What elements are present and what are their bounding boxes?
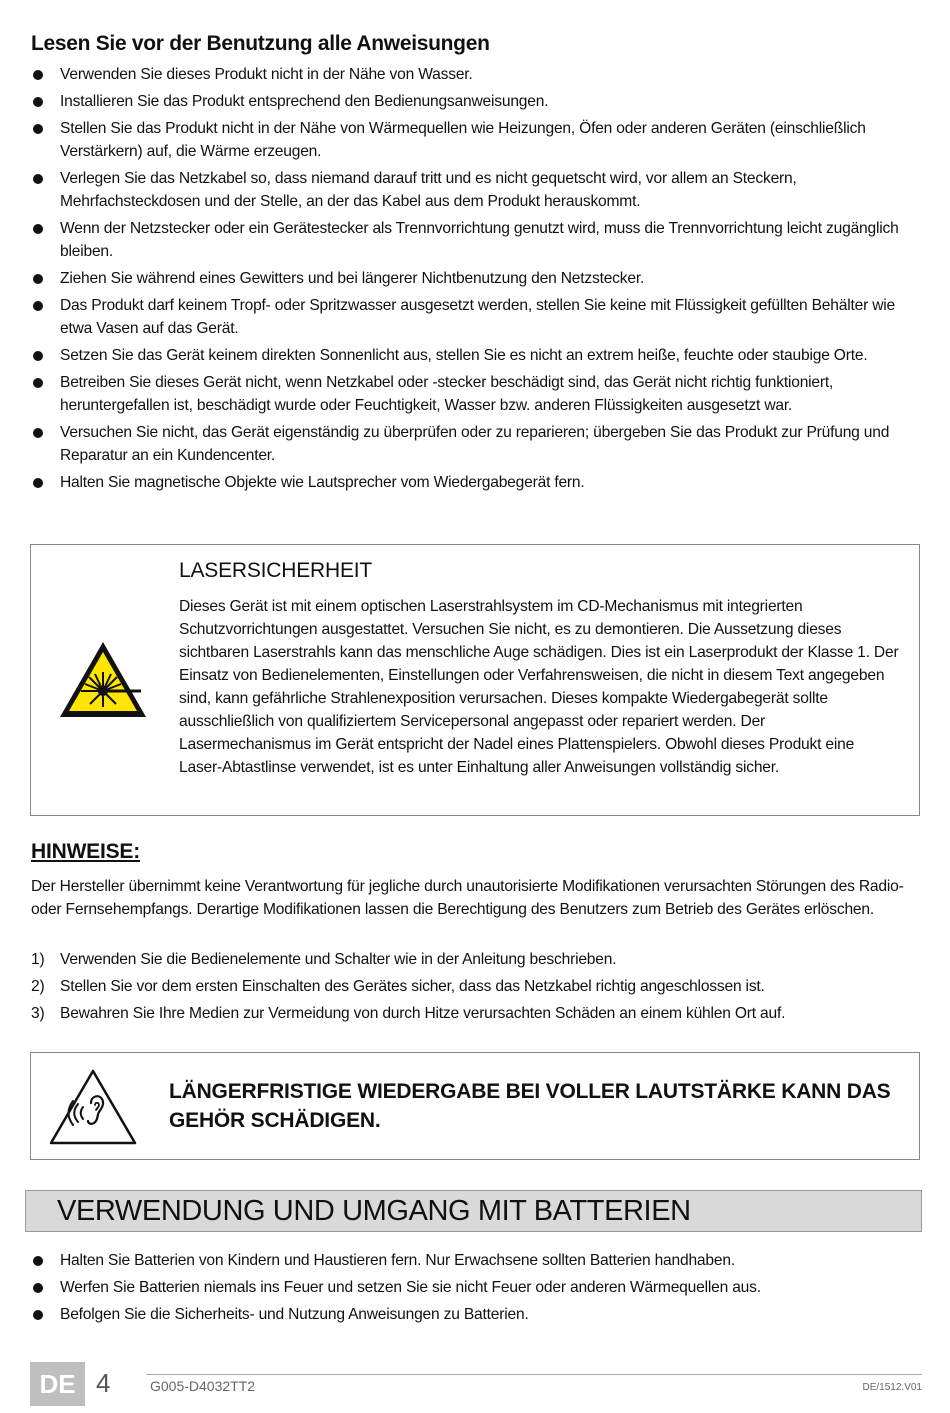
list-item: Halten Sie Batterien von Kindern und Haustieren fern. Nur Erwachsene sollten Batterien handhaben. [31, 1249, 911, 1272]
list-item [31, 1002, 911, 1025]
list-item-number: 2) [31, 978, 45, 995]
hearing-warning-icon [47, 1067, 139, 1152]
list-item [31, 975, 911, 998]
notes-list [31, 948, 911, 1029]
list-item: Werfen Sie Batterien niemals ins Feuer und setzen Sie sie nicht Feuer oder anderen Wärmequellen aus. [31, 1276, 911, 1299]
list-item-number: 1) [31, 951, 45, 968]
footer-divider [146, 1374, 922, 1375]
list-item: Das Produkt darf keinem Tropf- oder Spritzwasser ausgesetzt werden, stellen Sie keine mit Flüssigkeit gefüllten Behälter wie etwa Vasen auf das Gerät. [31, 294, 911, 340]
page-number: 4 [96, 1368, 111, 1398]
batteries-section-banner [25, 1190, 922, 1232]
laser-safety-text: Dieses Gerät ist mit einem optischen Laserstrahlsystem im CD-Mechanismus mit integrierten Schutzvorrichtungen ausgestattet. Versuchen Sie nicht, es zu demontieren. Die Aussetzung dieses sichtbaren Laserstrahls kann das menschliche Auge schädigen. Dies ist ein Laserprodukt der Klasse 1. Der Einsatz von Bedienelementen, Einstellungen oder Verfahrensweisen, die nicht in diesem Text angegeben sind, kann gefährliche Strahlenexposition verursachen. Dieses kompakte Wiedergabegerät sollte ausschließlich von qualifiziertem Servicepersonal angepasst oder repariert werden. Der Lasermechanismus im Gerät entspricht der Nadel eines Plattenspielers. Obwohl dieses Produkt eine Laser-Abtastlinse verwendet, ist es unter Einhaltung aller Anweisungen vollständig sicher. [179, 598, 899, 776]
list-item-text: Stellen Sie vor dem ersten Einschalten des Gerätes sicher, dass das Netzkabel richtig angeschlossen ist. [60, 978, 765, 995]
list-item: Ziehen Sie während eines Gewitters und bei längerer Nichtbenutzung den Netzstecker. [31, 267, 911, 290]
laser-warning-icon [57, 639, 149, 726]
page-footer [30, 1362, 922, 1406]
list-item: Verlegen Sie das Netzkabel so, dass niemand darauf tritt und es nicht gequetscht wird, vor allem an Steckern, Mehrfachsteckdosen und der Stelle, an der das Kabel aus dem Produkt herauskommt. [31, 167, 911, 213]
list-item-text: Verwenden Sie die Bedienelemente und Schalter wie in der Anleitung beschrieben. [60, 951, 617, 968]
list-item-number: 3) [31, 1005, 45, 1022]
list-item: Halten Sie magnetische Objekte wie Lautsprecher vom Wiedergabegerät fern. [31, 471, 911, 494]
list-item: Befolgen Sie die Sicherheits- und Nutzung Anweisungen zu Batterien. [31, 1303, 911, 1326]
notes-text: Der Hersteller übernimmt keine Verantwortung für jegliche durch unautorisierte Modifikationen verursachten Störungen des Radio- oder Fernsehempfangs. Derartige Modifikationen lassen die Berechtigung des Benutzers zum Betrieb des Gerätes erlöschen. [31, 878, 904, 918]
list-item: Wenn der Netzstecker oder ein Gerätestecker als Trennvorrichtung genutzt wird, muss die Trennvorrichtung leicht zugänglich bleiben. [31, 217, 911, 263]
list-item: Verwenden Sie dieses Produkt nicht in der Nähe von Wasser. [31, 63, 911, 86]
general-instructions-title: Lesen Sie vor der Benutzung alle Anweisungen [31, 32, 490, 55]
batteries-section-title: VERWENDUNG UND UMGANG MIT BATTERIEN [57, 1195, 691, 1227]
hearing-warning-box [30, 1052, 920, 1160]
hearing-warning-text: LÄNGERFRISTIGE WIEDERGABE BEI VOLLER LAUTSTÄRKE KANN DAS GEHÖR SCHÄDIGEN. [169, 1080, 891, 1132]
list-item: Setzen Sie das Gerät keinem direkten Sonnenlicht aus, stellen Sie es nicht an extrem heiße, feuchte oder staubige Orte. [31, 344, 911, 367]
list-item: Stellen Sie das Produkt nicht in der Nähe von Wärmequellen wie Heizungen, Öfen oder anderen Geräten (einschließlich Verstärkern) auf, die Wärme erzeugen. [31, 117, 911, 163]
document-version: DE/1512.V01 [862, 1382, 922, 1393]
list-item: Betreiben Sie dieses Gerät nicht, wenn Netzkabel oder -stecker beschädigt sind, das Gerät nicht richtig funktioniert, heruntergefallen ist, beschädigt wurde oder Feuchtigkeit, Wasser bzw. anderen Flüssigkeiten ausgesetzt war. [31, 371, 911, 417]
list-item-text: Bewahren Sie Ihre Medien zur Vermeidung von durch Hitze verursachten Schäden an einem kühlen Ort auf. [60, 1005, 786, 1022]
list-item [31, 948, 911, 971]
batteries-list [31, 1249, 911, 1330]
general-instructions-list [31, 63, 911, 498]
language-badge: DE [30, 1362, 85, 1406]
model-number: G005-D4032TT2 [150, 1378, 256, 1394]
list-item: Installieren Sie das Produkt entsprechend den Bedienungsanweisungen. [31, 90, 911, 113]
laser-safety-box [30, 544, 920, 816]
notes-title: HINWEISE: [31, 840, 141, 863]
list-item: Versuchen Sie nicht, das Gerät eigenständig zu überprüfen oder zu reparieren; übergeben Sie das Produkt zur Prüfung und Reparatur an ein Kundencenter. [31, 421, 911, 467]
laser-safety-title: LASERSICHERHEIT [179, 559, 373, 582]
